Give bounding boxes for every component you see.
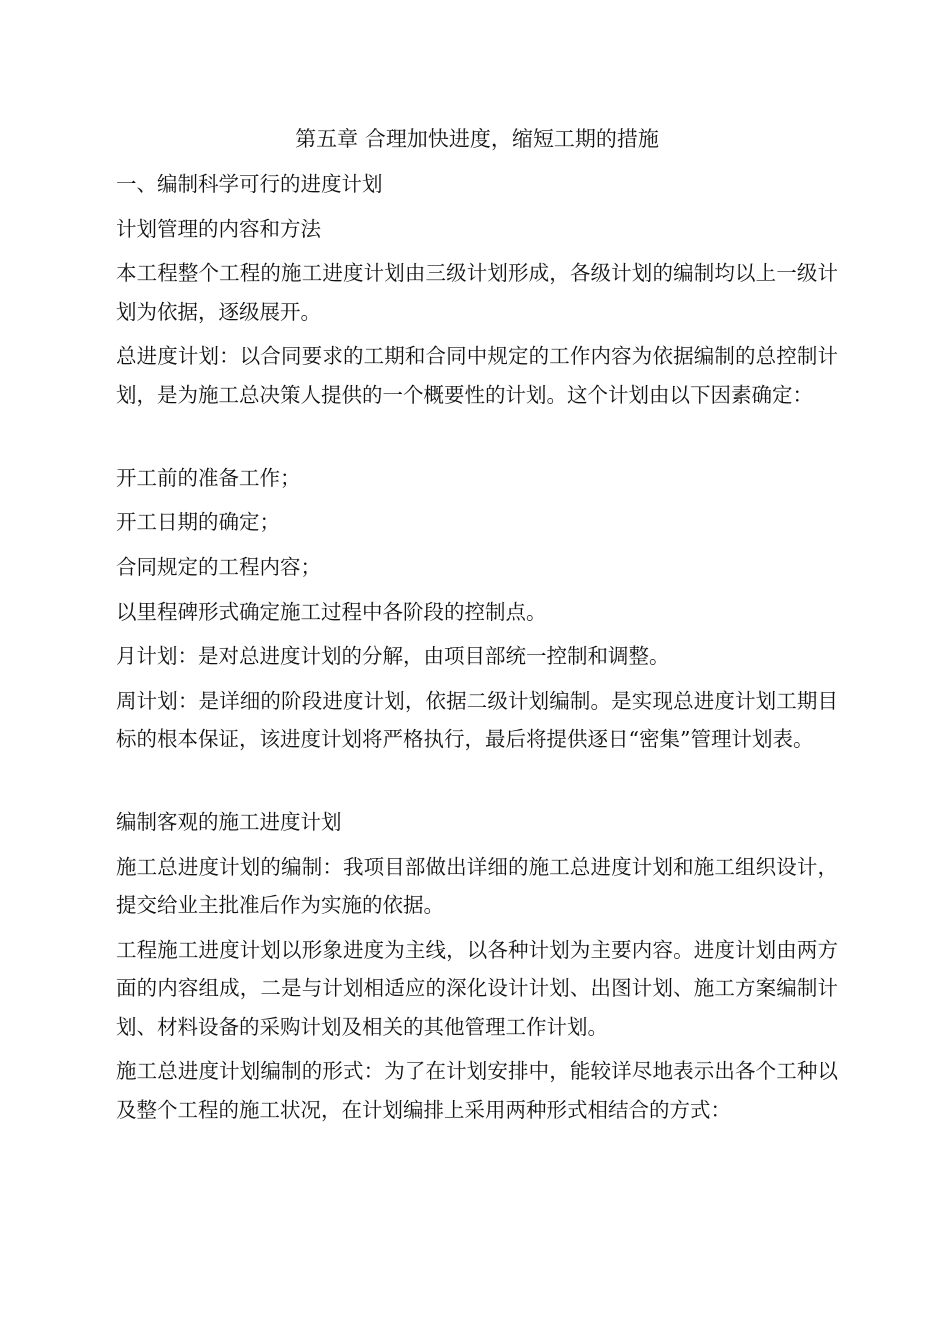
paragraph: 本工程整个工程的施工进度计划由三级计划形成，各级计划的编制均以上一级计划为依据，逐级展开。	[116, 261, 838, 324]
paragraph: 周计划：是详细的阶段进度计划，依据二级计划编制。是实现总进度计划工期目标的根本保证，该进度计划将严格执行，最后将提供逐日“密集”管理计划表。	[116, 689, 838, 752]
paragraph: 施工总进度计划编制的形式：为了在计划安排中，能较详尽地表示出各个工种以及整个工程的施工状况，在计划编排上采用两种形式相结合的方式：	[116, 1059, 838, 1122]
document-body	[116, 120, 838, 1135]
list-item: 合同规定的工程内容；	[116, 555, 321, 580]
paragraph: 月计划：是对总进度计划的分解，由项目部统一控制和调整。	[116, 644, 670, 669]
list-item: 开工日期的确定；	[116, 510, 280, 535]
list-item: 以里程碑形式确定施工过程中各阶段的控制点。	[116, 599, 547, 624]
paragraph: 总进度计划：以合同要求的工期和合同中规定的工作内容为依据编制的总控制计划，是为施工总决策人提供的一个概要性的计划。这个计划由以下因素确定：	[116, 344, 838, 407]
subsection-heading: 计划管理的内容和方法	[116, 216, 321, 241]
chapter-title: 第五章 合理加快进度，缩短工期的措施	[295, 127, 659, 151]
list-item: 开工前的准备工作；	[116, 465, 301, 490]
section-heading: 一、编制科学可行的进度计划	[116, 172, 383, 196]
paragraph: 工程施工进度计划以形象进度为主线，以各种计划为主要内容。进度计划由两方面的内容组成，二是与计划相适应的深化设计计划、出图计划、施工方案编制计划、材料设备的采购计划及相关的其他管理工作计划。	[116, 938, 838, 1039]
subsection-heading: 编制客观的施工进度计划	[116, 810, 342, 835]
paragraph: 施工总进度计划的编制：我项目部做出详细的施工总进度计划和施工组织设计，提交给业主批准后作为实施的依据。	[116, 855, 838, 918]
